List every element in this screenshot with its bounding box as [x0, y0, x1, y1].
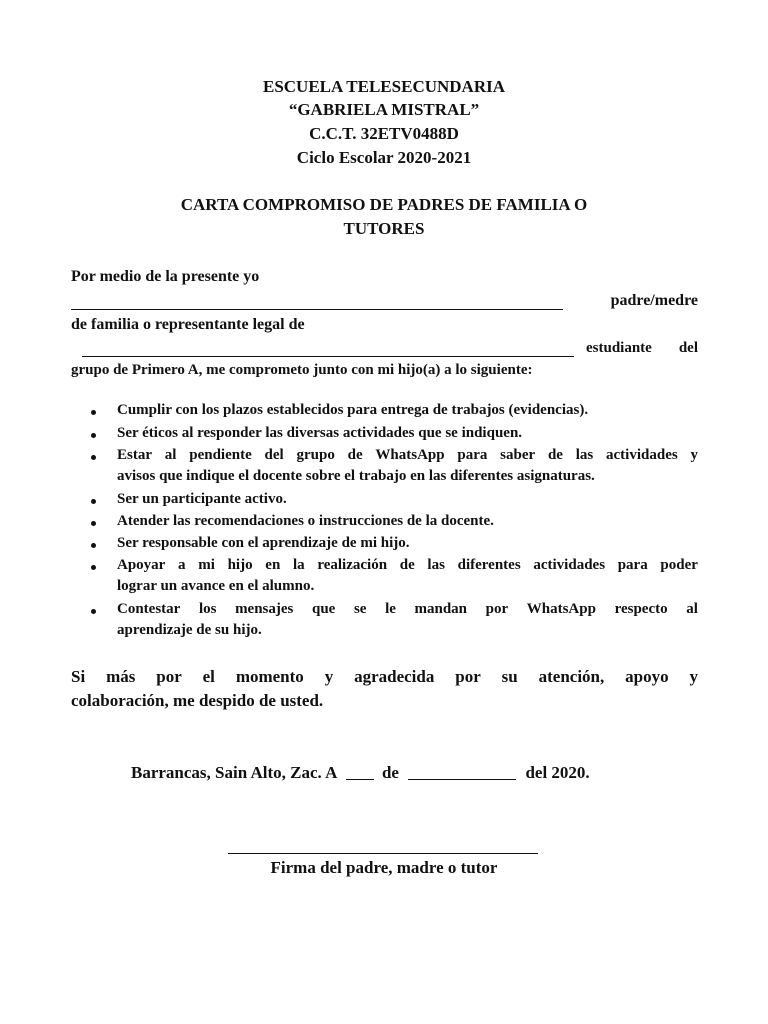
- word: por: [455, 667, 481, 686]
- word: que: [312, 601, 336, 617]
- representative-line: de familia o representante legal de: [71, 316, 305, 333]
- closing-line2: colaboración, me despido de usted.: [71, 691, 324, 710]
- word: de: [347, 447, 363, 463]
- word: Apoyar: [117, 557, 166, 573]
- word: WhatsApp: [375, 447, 445, 463]
- list-item-text: Cumplir con los plazos establecidos para entrega de trabajos (evidencias).: [117, 402, 589, 418]
- word: mandan: [414, 601, 468, 617]
- list-item-text-cont: aprendizaje de su hijo.: [117, 622, 262, 638]
- word: grupo: [296, 447, 335, 463]
- word: el: [202, 667, 215, 686]
- word: apoyo: [625, 667, 669, 686]
- group-line: grupo de Primero A, me comprometo junto con mi hijo(a) a lo siguiente:: [71, 362, 533, 378]
- word: del: [264, 447, 284, 463]
- day-blank[interactable]: [346, 779, 374, 780]
- word: y: [689, 667, 698, 686]
- parent-label: padre/medre: [610, 292, 698, 309]
- list-item-text: Atender las recomendaciones o instrucciones de la docente.: [117, 513, 494, 529]
- word: diferentes: [457, 557, 521, 573]
- word: para: [617, 557, 648, 573]
- intro-line: Por medio de la presente yo: [71, 268, 260, 285]
- bullet-icon: [91, 543, 96, 548]
- word: Estar: [117, 447, 152, 463]
- word: la: [292, 557, 305, 573]
- word: y: [690, 447, 698, 463]
- word: en: [265, 557, 281, 573]
- list-item-text-cont: avisos que indique el docente sobre el trabajo en las diferentes asignaturas.: [117, 468, 595, 484]
- bullet-icon: [91, 609, 96, 614]
- word: poder: [660, 557, 698, 573]
- place-date-suffix: del 2020.: [525, 763, 590, 782]
- school-name: “GABRIELA MISTRAL”: [288, 100, 480, 119]
- word: hijo: [227, 557, 253, 573]
- list-item-text: Ser responsable con el aprendizaje de mi hijo.: [117, 535, 410, 551]
- bullet-icon: [91, 433, 96, 438]
- word: Si: [71, 667, 86, 686]
- signature-label: Firma del padre, madre o tutor: [270, 858, 498, 877]
- word: mensajes: [235, 601, 294, 617]
- parent-name-blank[interactable]: [71, 309, 563, 310]
- bullet-icon: [91, 499, 96, 504]
- place-date-row: [131, 763, 590, 783]
- word: actividades: [606, 447, 678, 463]
- list-item-text: [117, 601, 698, 618]
- word: respecto: [614, 601, 668, 617]
- document-title-line1: CARTA COMPROMISO DE PADRES DE FAMILIA O: [180, 195, 588, 214]
- student-label-end: del: [678, 340, 698, 356]
- place-date-prefix: Barrancas, Sain Alto, Zac. A: [131, 763, 337, 782]
- word: y: [324, 667, 334, 686]
- bullet-icon: [91, 565, 96, 570]
- student-name-blank[interactable]: [82, 356, 574, 357]
- word: pendiente: [189, 447, 252, 463]
- list-item-text: [117, 447, 698, 464]
- word: atención,: [538, 667, 605, 686]
- signature-line[interactable]: [228, 853, 538, 854]
- place-date-de: de: [381, 763, 399, 782]
- word: realización: [317, 557, 388, 573]
- word: Contestar: [117, 601, 181, 617]
- list-item-text: Ser éticos al responder las diversas actividades que se indiquen.: [117, 425, 523, 441]
- bullet-icon: [91, 455, 96, 460]
- school-cct: C.C.T. 32ETV0488D: [309, 124, 459, 143]
- word: mi: [198, 557, 215, 573]
- word: por: [156, 667, 182, 686]
- closing-line1: [71, 667, 698, 687]
- bullet-icon: [91, 410, 96, 415]
- school-type: ESCUELA TELESECUNDARIA: [262, 77, 505, 96]
- word: de: [399, 557, 415, 573]
- word: los: [198, 601, 217, 617]
- word: más: [106, 667, 136, 686]
- word: al: [686, 601, 698, 617]
- word: por: [485, 601, 509, 617]
- bullet-icon: [91, 521, 96, 526]
- list-item-text-cont: lograr un avance en el alumno.: [117, 578, 315, 594]
- school-cycle: Ciclo Escolar 2020-2021: [296, 148, 472, 167]
- word: de: [547, 447, 563, 463]
- word: actividades: [533, 557, 606, 573]
- student-label: estudiante: [586, 340, 652, 356]
- word: saber: [500, 447, 536, 463]
- word: su: [501, 667, 518, 686]
- word: las: [427, 557, 445, 573]
- word: WhatsApp: [526, 601, 596, 617]
- word: momento: [235, 667, 304, 686]
- list-item-text: Ser un participante activo.: [117, 491, 287, 507]
- document-title-line2: TUTORES: [343, 219, 425, 238]
- word: para: [457, 447, 488, 463]
- word: le: [385, 601, 396, 617]
- word: se: [353, 601, 367, 617]
- list-item-text: [117, 557, 698, 574]
- month-blank[interactable]: [408, 779, 516, 780]
- word: agradecida: [354, 667, 435, 686]
- word: a: [178, 557, 186, 573]
- word: las: [575, 447, 594, 463]
- word: al: [164, 447, 177, 463]
- student-label-row: [586, 340, 698, 357]
